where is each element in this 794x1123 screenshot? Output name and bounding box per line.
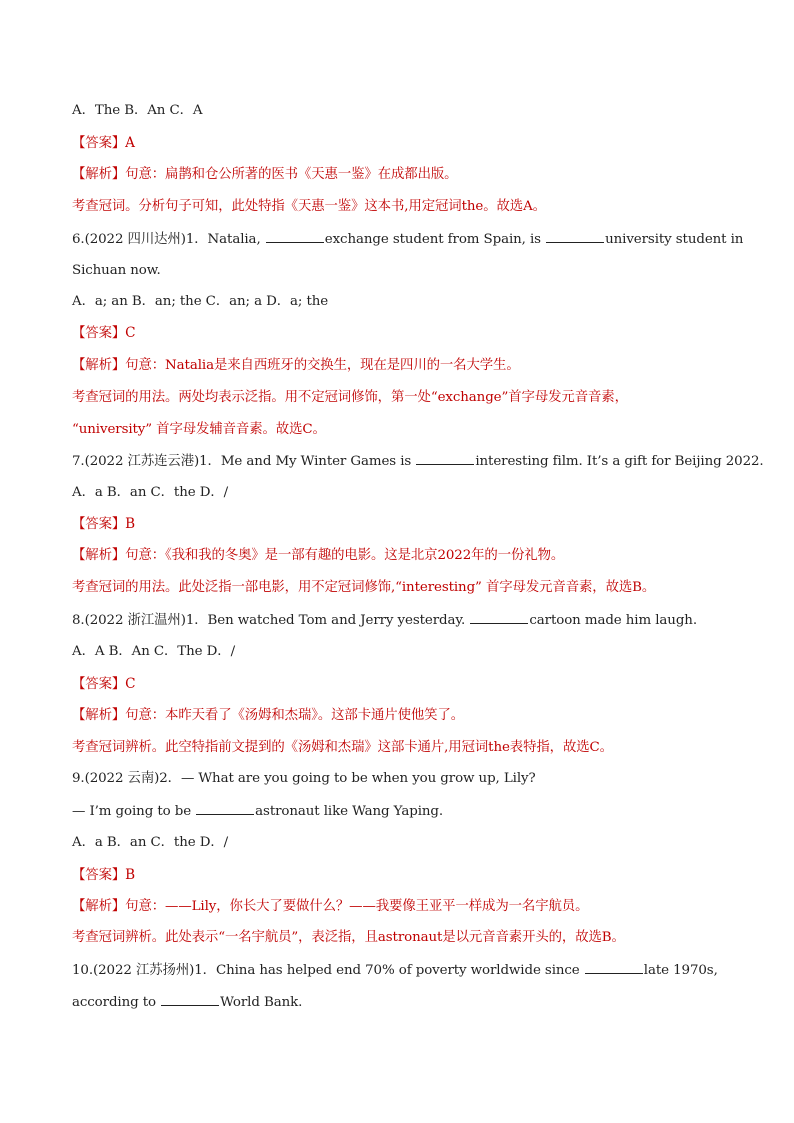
q9-answer: 【答案】B [72, 867, 136, 883]
q5-analysis: 【解析】句意：扁鹊和仓公所著的医书《天惠一鉴》在成都出版。 [72, 167, 458, 182]
q7-analysis: 【解析】句意：《我和我的冬奥》是一部有趣的电影。这是北京2022年的一份礼物。 [72, 548, 565, 563]
q6-question-cont: Sichuan now. [72, 263, 161, 278]
q10-question: 10.(2022 江苏扬州)1．China has helped end 70% of poverty worldwide since late 1970s, [72, 963, 718, 978]
q6-note-2: “university” 首字母发辅音音素。故选C。 [72, 422, 326, 437]
q8-note: 考查冠词辨析。此空特指前文提到的《汤姆和杰瑞》这部卡通片,用冠词the表特指，故选C。 [72, 740, 613, 755]
q8-analysis: 【解析】句意：本昨天看了《汤姆和杰瑞》。这部卡通片使他笑了。 [72, 708, 465, 723]
q8-question: 8.(2022 浙江温州)1．Ben watched Tom and Jerry yesterday. cartoon made him laugh. [72, 613, 697, 628]
answer-blank [416, 452, 474, 465]
q7-question: 7.(2022 江苏连云港)1．Me and My Winter Games is interesting film. It’s a gift for Beijing 2022. [72, 454, 764, 469]
answer-blank [546, 230, 604, 243]
q9-question-cont: — I’m going to be astronaut like Wang Yaping. [72, 804, 444, 819]
q6-analysis: 【解析】句意：Natalia是来自西班牙的交换生，现在是四川的一名大学生。 [72, 358, 520, 373]
q7-options: A．a B．an C．the D．/ [72, 485, 229, 500]
q6-answer: 【答案】C [72, 325, 136, 341]
q9-options: A．a B．an C．the D．/ [72, 835, 229, 850]
q6-options: A．a; an B．an; the C．an; a D．a; the [72, 294, 329, 309]
answer-blank [585, 961, 643, 974]
q5-answer: 【答案】A [72, 135, 135, 151]
q7-answer: 【答案】B [72, 516, 136, 532]
q5-note: 考查冠词。分析句子可知，此处特指《天惠一鉴》这本书,用定冠词the。故选A。 [72, 199, 546, 214]
q8-answer: 【答案】C [72, 676, 136, 692]
q8-options: A．A B．An C．The D．/ [72, 644, 235, 659]
q9-analysis: 【解析】句意：——Lily，你长大了要做什么？——我要像王亚平一样成为一名宇航员。 [72, 899, 589, 914]
q7-note: 考查冠词的用法。此处泛指一部电影，用不定冠词修饰,“interesting” 首字母发元音音素，故选B。 [72, 580, 656, 595]
q9-note: 考查冠词辨析。此处表示“一名宇航员”，表泛指，且astronaut是以元音音素开头的，故选B。 [72, 930, 625, 945]
answer-blank [470, 611, 528, 624]
q10-question-cont: according to World Bank. [72, 995, 303, 1010]
q5-options: A．The B．An C．A [72, 103, 203, 118]
q6-question: 6.(2022 四川达州)1．Natalia, exchange student from Spain, is university student in [72, 232, 744, 247]
answer-blank [161, 993, 219, 1006]
answer-blank [196, 802, 254, 815]
q9-question: 9.(2022 云南)2．— What are you going to be when you grow up, Lily? [72, 771, 536, 786]
q6-note-1: 考查冠词的用法。两处均表示泛指。用不定冠词修饰，第一处“exchange”首字母发元音音素， [72, 390, 628, 405]
answer-blank [266, 230, 324, 243]
